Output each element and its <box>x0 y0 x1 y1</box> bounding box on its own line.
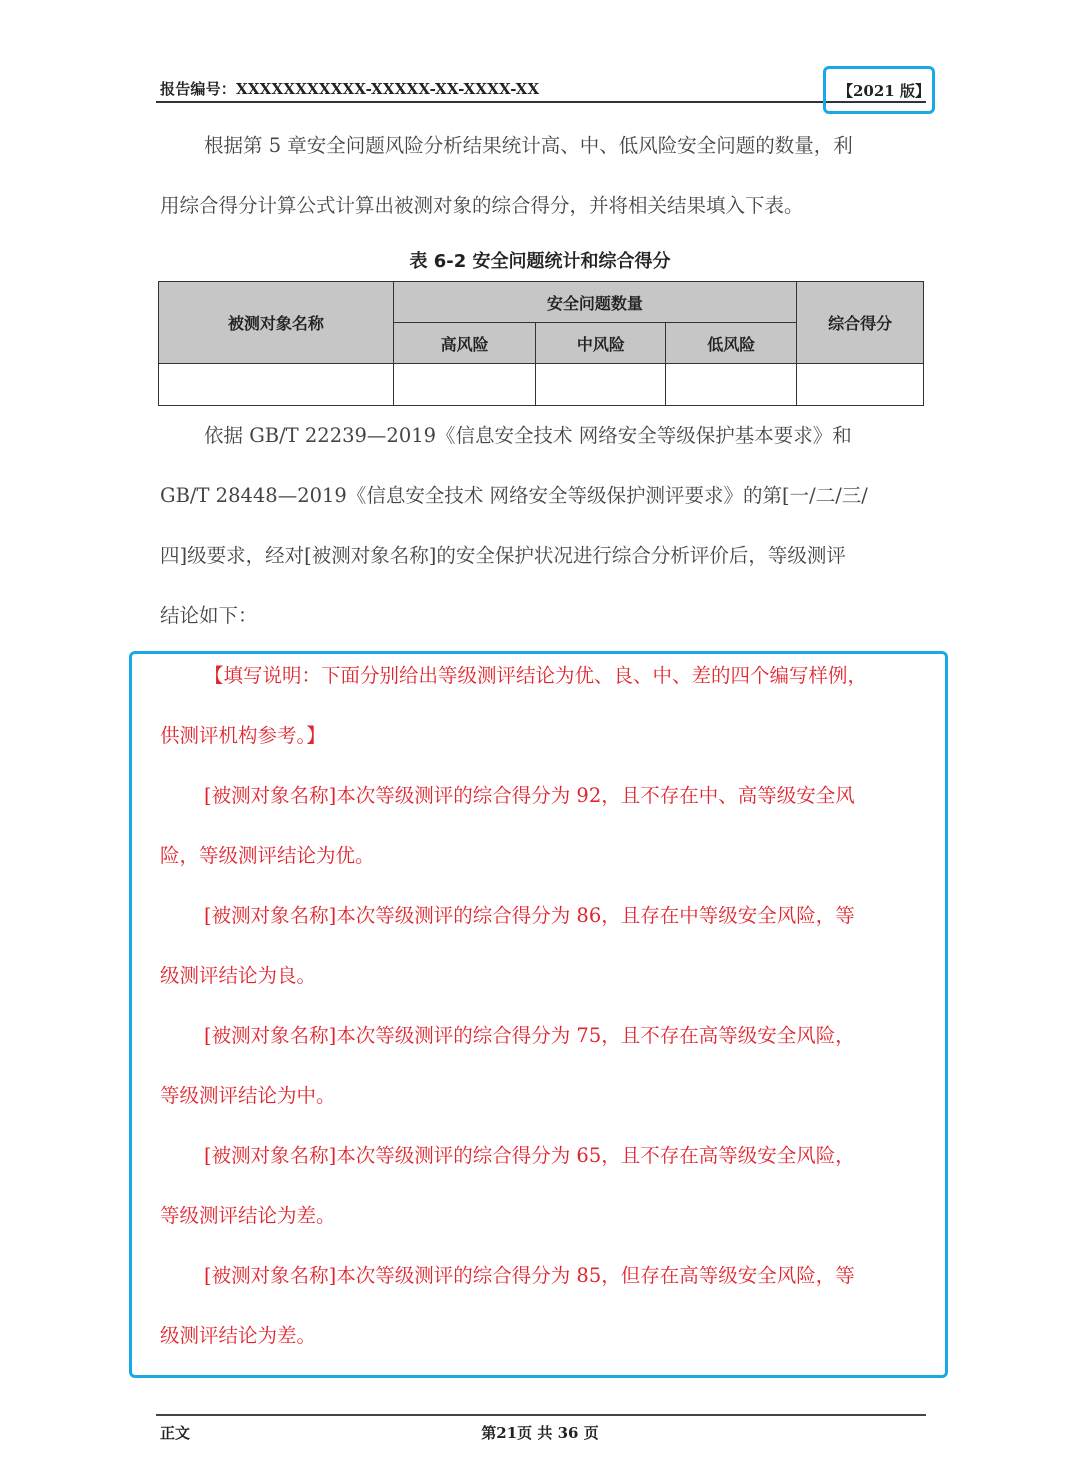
note-line: [被测对象名称]本次等级测评的综合得分为 92，且不存在中、高等级安全风 <box>204 784 855 807</box>
header-low-risk: 低风险 <box>666 323 797 364</box>
note-line: [被测对象名称]本次等级测评的综合得分为 75，且不存在高等级安全风险， <box>204 1024 855 1047</box>
header-issue-count: 安全问题数量 <box>393 282 796 323</box>
note-line: 供测评机构参考。】 <box>160 724 326 747</box>
note-line: 级测评结论为差。 <box>160 1324 317 1347</box>
cell-high-risk <box>393 364 536 406</box>
version-label: 【2021 版】 <box>838 82 930 100</box>
table-caption: 表 6-2 安全问题统计和综合得分 <box>409 251 671 272</box>
report-code: 报告编号：XXXXXXXXXXX-XXXXX-XX-XXXX-XX <box>160 80 540 98</box>
basis-line: 四]级要求，经对[被测对象名称]的安全保护状况进行综合分析评价后，等级测评 <box>160 544 846 567</box>
header-total-score: 综合得分 <box>797 282 924 364</box>
note-line: [被测对象名称]本次等级测评的综合得分为 65，且不存在高等级安全风险， <box>204 1144 855 1167</box>
basis-line: 结论如下： <box>160 604 258 627</box>
intro-line: 用综合得分计算公式计算出被测对象的综合得分，并将相关结果填入下表。 <box>160 194 804 217</box>
header-object-name: 被测对象名称 <box>159 282 394 364</box>
cell-mid-risk <box>536 364 666 406</box>
table-row <box>159 364 924 406</box>
intro-line: 根据第 5 章安全问题风险分析结果统计高、中、低风险安全问题的数量，利 <box>204 134 853 157</box>
cell-total-score <box>797 364 924 406</box>
note-line: [被测对象名称]本次等级测评的综合得分为 86，且存在中等级安全风险，等 <box>204 904 855 927</box>
note-line: 险，等级测评结论为优。 <box>160 844 375 867</box>
basis-line: GB/T 28448—2019《信息安全技术 网络安全等级保护测评要求》的第[一/二/三/ <box>160 484 868 507</box>
footer-section: 正文 <box>160 1424 191 1442</box>
note-line: 等级测评结论为中。 <box>160 1084 336 1107</box>
page-number: 第21页 共 36 页 <box>481 1424 599 1442</box>
note-line: [被测对象名称]本次等级测评的综合得分为 85，但存在高等级安全风险，等 <box>204 1264 855 1287</box>
header-divider <box>156 101 926 103</box>
header-high-risk: 高风险 <box>393 323 536 364</box>
header-mid-risk: 中风险 <box>536 323 666 364</box>
footer-divider <box>156 1414 926 1416</box>
note-line: 【填写说明：下面分别给出等级测评结论为优、良、中、差的四个编写样例， <box>204 664 868 687</box>
cell-low-risk <box>666 364 797 406</box>
cell-object-name <box>159 364 394 406</box>
basis-line: 依据 GB/T 22239—2019《信息安全技术 网络安全等级保护基本要求》和 <box>204 424 852 447</box>
note-line: 级测评结论为良。 <box>160 964 317 987</box>
note-line: 等级测评结论为差。 <box>160 1204 336 1227</box>
security-issue-table <box>158 281 924 406</box>
